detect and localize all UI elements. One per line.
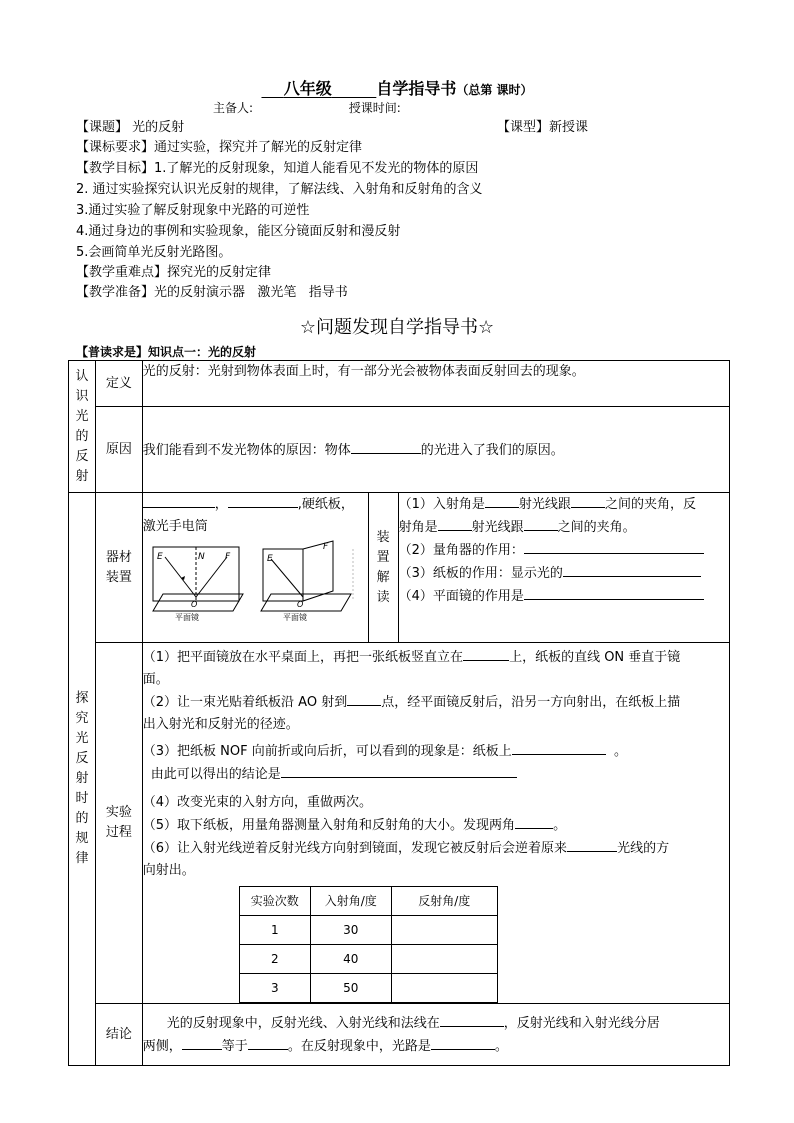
exp-cell: 1 bbox=[239, 916, 310, 945]
exp-header-reflection: 反射角/度 bbox=[391, 887, 497, 916]
svg-text:O: O bbox=[190, 600, 198, 609]
blank-equip-2[interactable] bbox=[228, 493, 298, 508]
svg-text:O: O bbox=[296, 600, 304, 609]
preparer-line bbox=[213, 99, 401, 117]
topic-line: 【课题】 光的反射 bbox=[76, 120, 185, 135]
title-suffix: （总第 课时） bbox=[456, 83, 533, 97]
topic-value: 光的反射 bbox=[132, 120, 185, 135]
blank-equip-1[interactable] bbox=[143, 493, 215, 508]
equipment-label: 器材 装置 bbox=[95, 493, 142, 643]
svg-text:平面镜: 平面镜 bbox=[174, 613, 199, 621]
cause-label: 原因 bbox=[95, 407, 142, 493]
interp-3: （3）纸板的作用：显示光的 bbox=[399, 562, 729, 585]
svg-text:F: F bbox=[224, 552, 230, 562]
conclusion-cell: 光的反射现象中，反射光线、入射光线和法线在 ，反射光线和入射光线分居 两侧， 等于 。在反射现象中，光路是 。 bbox=[142, 1004, 729, 1066]
blank-cause[interactable] bbox=[351, 439, 421, 454]
exp-header-trial: 实验次数 bbox=[239, 887, 310, 916]
blank-step-5[interactable] bbox=[515, 814, 553, 829]
prep-line: 【教学准备】光的反射演示器 激光笔 指导书 bbox=[76, 285, 348, 300]
type-value: 新授课 bbox=[549, 120, 589, 135]
blank-concl-1[interactable] bbox=[440, 1012, 504, 1027]
exp-cell-input[interactable] bbox=[391, 974, 497, 1003]
goal-5: 5.会画简单光反射光路图。 bbox=[76, 245, 232, 260]
interp-1: （1）入射角是 射光线跟 之间的夹角，反 bbox=[399, 493, 729, 516]
experiment-table bbox=[239, 886, 498, 1003]
step-1: （1）把平面镜放在水平桌面上，再把一张纸板竖直立在 上，纸板的直线 ON 垂直于镜 bbox=[143, 646, 729, 669]
exp-header-incidence: 入射角/度 bbox=[310, 887, 391, 916]
svg-text:平面镜: 平面镜 bbox=[282, 613, 307, 621]
svg-text:F: F bbox=[322, 542, 328, 552]
conclusion-label: 结论 bbox=[95, 1004, 142, 1066]
interp-4: （4）平面镜的作用是 bbox=[399, 585, 729, 608]
exp-cell-input[interactable] bbox=[391, 945, 497, 974]
group-label-explore: 探 究 光 反 射 时 的 规 律 bbox=[69, 493, 96, 1066]
type-line: 【课型】新授课 bbox=[497, 120, 589, 135]
group-label-recognize: 认 识 光 的 反 射 bbox=[69, 361, 96, 493]
goal-2: 2. 通过实验探究认识光反射的规律，了解法线、入射角和反射角的含义 bbox=[76, 182, 483, 197]
grade-label: 八年级 bbox=[283, 79, 332, 98]
exp-cell: 40 bbox=[310, 945, 391, 974]
svg-text:E: E bbox=[156, 552, 163, 562]
blank-step-2[interactable] bbox=[347, 691, 381, 706]
preparer-label: 主备人: bbox=[213, 101, 254, 115]
exp-cell: 50 bbox=[310, 974, 391, 1003]
cause-text: 我们能看到不发光物体的原因：物体 的光进入了我们的原因。 bbox=[142, 407, 729, 493]
blank-step-6[interactable] bbox=[567, 837, 617, 852]
key-points-line: 【教学重难点】探究光的反射定律 bbox=[76, 265, 272, 280]
lesson-time-label: 授课时间: bbox=[348, 101, 401, 115]
blank-step-3b[interactable] bbox=[281, 763, 517, 778]
title-main: 自学指导书 bbox=[376, 79, 457, 98]
definition-label: 定义 bbox=[95, 361, 142, 407]
standard-line: 【课标要求】通过实验，探究并了解光的反射定律 bbox=[76, 140, 363, 155]
procedure-label: 实验 过程 bbox=[95, 643, 142, 1004]
blank-interp-3[interactable] bbox=[438, 516, 472, 531]
procedure-cell: （1）把平面镜放在水平桌面上，再把一张纸板竖直立在 上，纸板的直线 ON 垂直于镜 面。 （2）让一束光贴着纸板沿 AO 射到 点，经平面镜反射后，沿另一方向射出，在纸板上描 出入射光和反射光的径迹。 （3）把纸板 NOF 向前折或向后折，可以看到的现象是：纸板上 。 由此可以得出的结论是 （4）改变光束的入射方向，重做两次。 （5）取下纸板，用量角器测量入射角和反射角的大小。发现两角 。 （6）让入射光线逆着反射光线方向射到镜面，发现它被反射后会逆着原来 光线的方 向射出。 实验次数 入射角/度 反射角/度 1 30 2 40 3 50 bbox=[142, 643, 729, 1004]
svg-text:N: N bbox=[197, 552, 205, 562]
blank-step-3[interactable] bbox=[512, 740, 606, 755]
interpretation-cell bbox=[398, 493, 729, 643]
exp-cell-input[interactable] bbox=[391, 916, 497, 945]
blank-concl-4[interactable] bbox=[431, 1035, 495, 1050]
goal-4: 4.通过身边的事例和实验现象，能区分镜面反射和漫反射 bbox=[76, 224, 401, 239]
blank-interp-6[interactable] bbox=[563, 562, 701, 577]
blank-interp-2[interactable] bbox=[571, 493, 605, 508]
exp-cell: 2 bbox=[239, 945, 310, 974]
blank-concl-3[interactable] bbox=[248, 1035, 288, 1050]
step-3-conclusion: 由此可以得出的结论是 bbox=[143, 763, 729, 786]
exp-cell: 3 bbox=[239, 974, 310, 1003]
knowledge-table bbox=[68, 360, 730, 1066]
step-6: （6）让入射光线逆着反射光线方向射到镜面，发现它被反射后会逆着原来 光线的方 bbox=[143, 837, 729, 860]
blank-interp-5[interactable] bbox=[524, 539, 704, 554]
reflection-apparatus-diagram bbox=[143, 539, 357, 621]
blank-interp-4[interactable] bbox=[524, 516, 558, 531]
blank-concl-2[interactable] bbox=[182, 1035, 222, 1050]
exp-cell: 30 bbox=[310, 916, 391, 945]
blank-step-1[interactable] bbox=[463, 646, 509, 661]
step-5: （5）取下纸板，用量角器测量入射角和反射角的大小。发现两角 。 bbox=[143, 814, 729, 837]
step-4: （4）改变光束的入射方向，重做两次。 bbox=[142, 795, 373, 810]
goal-3: 3.通过实验了解反射现象中光路的可逆性 bbox=[76, 203, 310, 218]
blank-interp-1[interactable] bbox=[485, 493, 519, 508]
blank-interp-7[interactable] bbox=[524, 585, 704, 600]
goals-line: 【教学目标】1.了解光的反射现象，知道人能看见不发光的物体的原因 bbox=[76, 161, 479, 176]
interp-1b: 射角是 射光线跟 之间的夹角。 bbox=[399, 516, 729, 539]
svg-text:E: E bbox=[266, 554, 273, 564]
step-2: （2）让一束光贴着纸板沿 AO 射到 点，经平面镜反射后，沿另一方向射出，在纸板上描 bbox=[143, 691, 729, 714]
interpretation-label: 装 置 解 读 bbox=[368, 493, 398, 643]
interp-2: （2）量角器的作用： bbox=[399, 539, 729, 562]
step-3: （3）把纸板 NOF 向前折或向后折，可以看到的现象是：纸板上 。 bbox=[143, 740, 729, 763]
equipment-cell: ， ,硬纸板， 激光手电筒 E N F O 平面镜 E F O 平面镜 bbox=[142, 493, 368, 643]
document-title bbox=[0, 76, 794, 99]
subsection-header: 【普读求是】知识点一：光的反射 bbox=[76, 345, 257, 359]
definition-text: 光的反射：光射到物体表面上时，有一部分光会被物体表面反射回去的现象。 bbox=[142, 361, 729, 407]
section-title: ☆问题发现自学指导书☆ bbox=[299, 317, 495, 338]
